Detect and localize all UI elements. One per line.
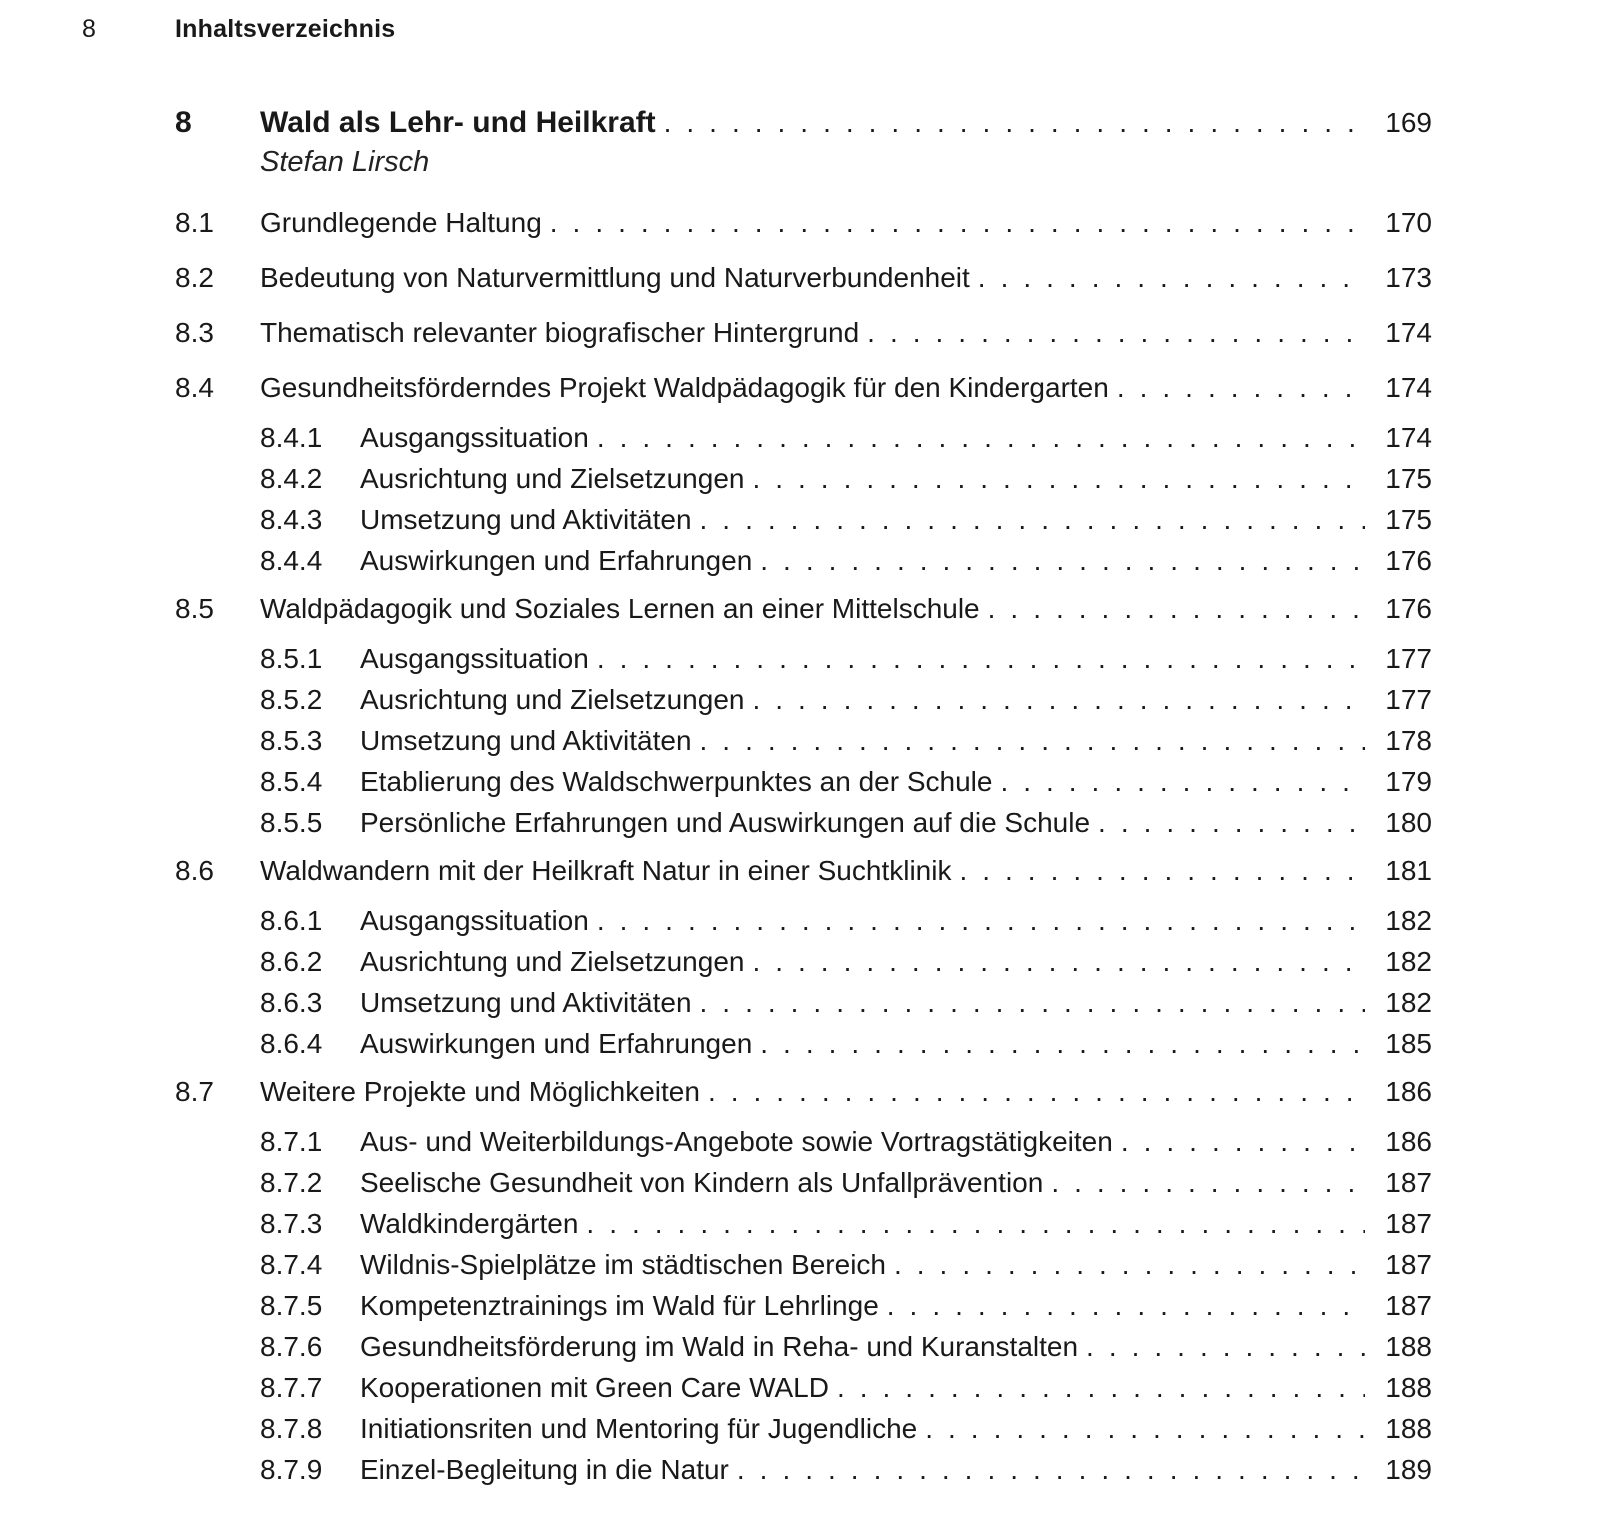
toc-entry-page-number: 175 [1385,504,1432,535]
toc-entry-row [175,1330,1432,1364]
toc-entry-page-number: 176 [1385,593,1432,624]
toc-entry-number: 8.6.4 [260,1028,323,1059]
running-head [0,14,1602,44]
toc-entry-page-number: 187 [1385,1290,1432,1321]
toc-entry-row [175,544,1432,578]
toc-entry-title: Ausgangssituation [360,905,589,936]
toc-entry-title: Umsetzung und Aktivitäten [360,504,692,535]
dot-leader [752,683,1365,717]
dot-leader [700,503,1365,537]
toc-entry-page-number: 175 [1385,463,1432,494]
toc-entry-row [175,261,1432,295]
toc-entry-number: 8.1 [175,207,214,238]
toc-entry-number: 8.4 [175,372,214,403]
toc-entry-row [175,1453,1432,1487]
toc-entry-number: 8.6.3 [260,987,323,1018]
toc-entry-number: 8.7.4 [260,1249,323,1280]
toc-entry-row [175,1166,1432,1200]
toc-entry-number: 8.7.1 [260,1126,323,1157]
toc-entry-title: Gesundheitsförderndes Projekt Waldpädagogik für den Kindergarten [260,372,1109,403]
toc-entry-title: Aus- und Weiterbildungs-Angebote sowie Vortragstätigkeiten [360,1126,1113,1157]
toc-entry-number: 8.7.5 [260,1290,323,1321]
toc-entry-page-number: 182 [1385,946,1432,977]
toc-entry-number: 8.6.2 [260,946,323,977]
toc-entry-title: Persönliche Erfahrungen und Auswirkungen auf die Schule [360,807,1091,838]
dot-leader [700,986,1365,1020]
dot-leader [988,592,1365,626]
dot-leader [1051,1166,1365,1200]
toc-entry-title: Kooperationen mit Green Care WALD [360,1372,829,1403]
dot-leader [597,904,1365,938]
toc-entry-row [175,1125,1432,1159]
toc-entry-row [175,1207,1432,1241]
dot-leader [737,1453,1365,1487]
toc-entry-page-number: 188 [1385,1331,1432,1362]
dot-leader [887,1289,1365,1323]
toc-entry-page-number: 186 [1385,1126,1432,1157]
toc-entry-title: Waldpädagogik und Soziales Lernen an einer Mittelschule [260,593,980,624]
dot-leader [597,642,1365,676]
dot-leader [550,206,1365,240]
dot-leader [586,1207,1365,1241]
toc-entry-page-number: 187 [1385,1249,1432,1280]
toc-entry-page-number: 182 [1385,987,1432,1018]
toc-entry-page-number: 181 [1385,855,1432,886]
dot-leader [959,854,1365,888]
toc-entry-row [175,683,1432,717]
toc-entry-page-number: 182 [1385,905,1432,936]
dot-leader [708,1075,1365,1109]
toc-entry-page-number: 188 [1385,1372,1432,1403]
toc-entry-title: Ausgangssituation [360,422,589,453]
toc-entry-title: Ausrichtung und Zielsetzungen [360,463,745,494]
toc-entry-row [175,945,1432,979]
toc-entry-page-number: 173 [1385,262,1432,293]
toc-entry-number: 8.7.9 [260,1454,323,1485]
toc-entry-row [175,1412,1432,1446]
toc-entry-title: Ausgangssituation [360,643,589,674]
toc-entry-number: 8.6 [175,855,214,886]
toc-entry-page-number: 174 [1385,317,1432,348]
dot-leader [837,1371,1365,1405]
toc-entry-row [175,371,1432,405]
toc-entry-title: Gesundheitsförderung im Wald in Reha- und Kuranstalten [360,1331,1079,1362]
toc-entry-page-number: 189 [1385,1454,1432,1485]
toc-chapter-row [175,105,1432,141]
toc-entry-page-number: 179 [1385,766,1432,797]
toc-entry-number: 8.7.6 [260,1331,323,1362]
toc-entry-page-number: 180 [1385,807,1432,838]
toc-entry-number: 8.3 [175,317,214,348]
toc-entry-page-number: 177 [1385,643,1432,674]
toc-entry-number: 8.5.3 [260,725,323,756]
dot-leader [1121,1125,1365,1159]
toc-entry-page-number: 188 [1385,1413,1432,1444]
toc-entry-row [175,206,1432,240]
toc-entry-number: 8.7.2 [260,1167,323,1198]
dot-leader [978,261,1365,295]
toc-entry-title: Etablierung des Waldschwerpunktes an der Schule [360,766,993,797]
toc-entry-row [175,724,1432,758]
toc-entry-title: Kompetenztrainings im Wald für Lehrlinge [360,1290,879,1321]
toc-entry-title: Bedeutung von Naturvermittlung und Naturverbundenheit [260,262,970,293]
toc-entry-row [175,592,1432,626]
toc-entry-title: Ausrichtung und Zielsetzungen [360,946,745,977]
toc-entry-title: Thematisch relevanter biografischer Hintergrund [260,317,860,348]
toc-entry-number: 8.2 [175,262,214,293]
toc-entry-title: Umsetzung und Aktivitäten [360,987,692,1018]
dot-leader [760,1027,1365,1061]
dot-leader [1117,371,1365,405]
toc-entry-title: Umsetzung und Aktivitäten [360,725,692,756]
dot-leader [752,945,1365,979]
dot-leader [664,105,1365,141]
dot-leader [752,462,1365,496]
toc-entry-row [175,642,1432,676]
toc-entry-number: 8.7 [175,1076,214,1107]
toc-entry-row [175,765,1432,799]
toc-entry-number: 8.4.4 [260,545,323,576]
toc-entry-title: Auswirkungen und Erfahrungen [360,1028,753,1059]
dot-leader [1000,765,1365,799]
toc-entry-title: Auswirkungen und Erfahrungen [360,545,753,576]
toc-entry-row [175,462,1432,496]
toc-entry-number: 8.5 [175,593,214,624]
toc-entry-title: Seelische Gesundheit von Kindern als Unfallprävention [360,1167,1044,1198]
dot-leader [1098,806,1365,840]
page-header-title: Inhaltsverzeichnis [175,15,396,43]
dot-leader [925,1412,1365,1446]
toc-entry-page-number: 186 [1385,1076,1432,1107]
chapter-author: Stefan Lirsch [260,146,430,178]
chapter-page-number: 169 [1385,107,1432,138]
dot-leader [700,724,1365,758]
dot-leader [894,1248,1365,1282]
toc-entry-row [175,421,1432,455]
toc-entry-number: 8.5.5 [260,807,323,838]
toc-entry-page-number: 185 [1385,1028,1432,1059]
toc-entry-row [175,1371,1432,1405]
toc-entry-title: Waldwandern mit der Heilkraft Natur in einer Suchtklinik [260,855,952,886]
toc-entry-number: 8.6.1 [260,905,323,936]
toc-entry-title: Waldkindergärten [360,1208,579,1239]
toc-entry-number: 8.4.2 [260,463,323,494]
toc-entry-row [175,854,1432,888]
toc-entry-title: Wildnis-Spielplätze im städtischen Bereich [360,1249,886,1280]
toc-entry-row [175,904,1432,938]
toc-entry-title: Initiationsriten und Mentoring für Jugendliche [360,1413,918,1444]
toc-entry-page-number: 187 [1385,1208,1432,1239]
toc-entry-row [175,316,1432,350]
toc-entry-page-number: 177 [1385,684,1432,715]
toc-entry-page-number: 174 [1385,422,1432,453]
toc-entry-number: 8.7.8 [260,1413,323,1444]
toc-entry-number: 8.4.3 [260,504,323,535]
toc-entry-page-number: 178 [1385,725,1432,756]
toc-entry-title: Einzel-Begleitung in die Natur [360,1454,729,1485]
toc-entry-number: 8.4.1 [260,422,323,453]
dot-leader [867,316,1365,350]
toc-entry-row [175,986,1432,1020]
chapter-title: Wald als Lehr- und Heilkraft [260,106,656,139]
toc-entry-title: Ausrichtung und Zielsetzungen [360,684,745,715]
dot-leader [1086,1330,1365,1364]
table-of-contents [175,105,1432,1487]
toc-entry-page-number: 170 [1385,207,1432,238]
toc-entry-row [175,1027,1432,1061]
page-folio: 8 [82,15,96,43]
toc-entry-title: Grundlegende Haltung [260,207,542,238]
toc-entry-list [175,206,1432,1487]
toc-entry-number: 8.7.3 [260,1208,323,1239]
toc-entry-number: 8.7.7 [260,1372,323,1403]
toc-entry-row [175,1075,1432,1109]
toc-entry-page-number: 174 [1385,372,1432,403]
toc-entry-page-number: 187 [1385,1167,1432,1198]
toc-entry-row [175,806,1432,840]
toc-entry-title: Weitere Projekte und Möglichkeiten [260,1076,700,1107]
dot-leader [597,421,1365,455]
toc-entry-number: 8.5.2 [260,684,323,715]
toc-entry-number: 8.5.4 [260,766,323,797]
toc-entry-number: 8.5.1 [260,643,323,674]
toc-entry-row [175,503,1432,537]
dot-leader [760,544,1365,578]
chapter-number: 8 [175,106,192,139]
toc-entry-page-number: 176 [1385,545,1432,576]
toc-entry-row [175,1289,1432,1323]
toc-entry-row [175,1248,1432,1282]
